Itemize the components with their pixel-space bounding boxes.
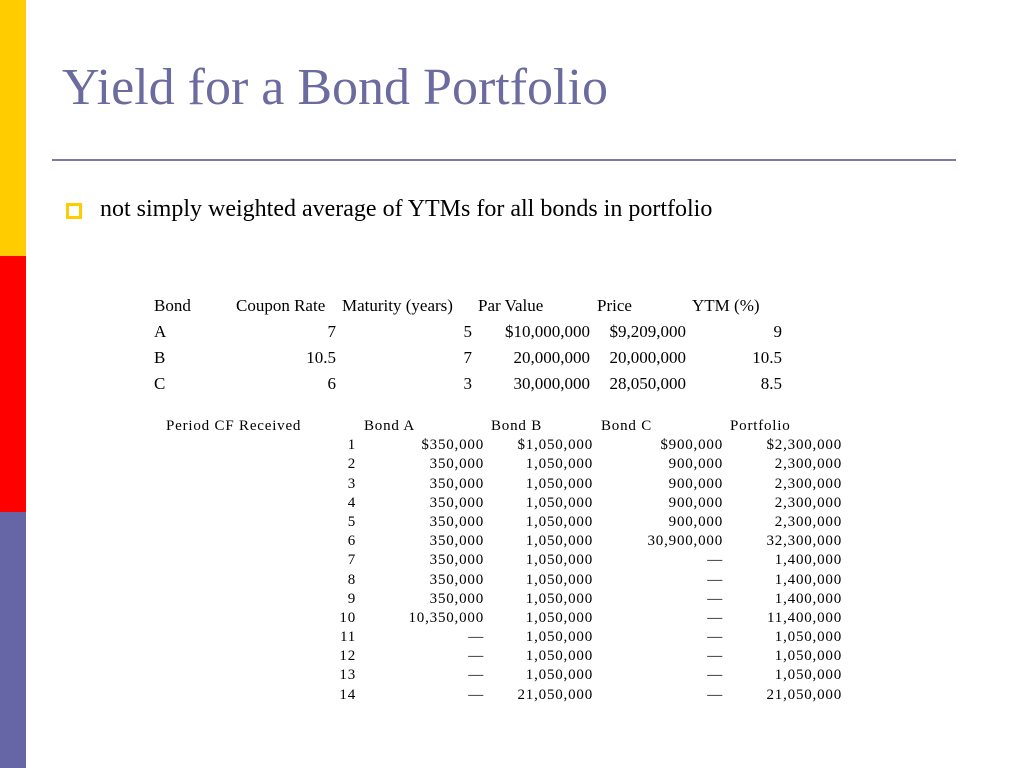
cashflow-table-row bbox=[166, 532, 846, 551]
cashflow-cell: 1,050,000 bbox=[525, 609, 593, 626]
cashflow-cell: 5 bbox=[347, 513, 356, 530]
cashflow-cell: 350,000 bbox=[429, 590, 484, 607]
cashflow-cell: — bbox=[468, 629, 484, 646]
side-stripe-red bbox=[0, 256, 26, 512]
cashflow-header-cell: Bond A bbox=[364, 418, 416, 434]
cashflow-table-header bbox=[166, 417, 846, 436]
bond-info-table bbox=[154, 293, 794, 397]
cashflow-cell: 8 bbox=[347, 571, 356, 588]
cashflow-cell: 3 bbox=[347, 475, 356, 492]
cashflow-cell: — bbox=[707, 552, 723, 569]
bond-table-header bbox=[154, 293, 794, 319]
cashflow-cell: 350,000 bbox=[429, 475, 484, 492]
cashflow-cell: 11,400,000 bbox=[767, 609, 842, 626]
bond-table-row bbox=[154, 345, 794, 371]
bond-header-cell: Bond bbox=[154, 296, 191, 315]
cashflow-cell: — bbox=[707, 648, 723, 665]
cashflow-table-row bbox=[166, 513, 846, 532]
cashflow-table-row bbox=[166, 494, 846, 513]
cashflow-cell: $900,000 bbox=[660, 437, 723, 454]
cashflow-table-row bbox=[166, 455, 846, 474]
bond-cell: A bbox=[154, 322, 167, 341]
side-stripe-blue bbox=[0, 512, 26, 768]
cashflow-cell: 350,000 bbox=[429, 513, 484, 530]
cashflow-header-cell: Bond C bbox=[601, 418, 653, 434]
cashflow-table-row bbox=[166, 551, 846, 570]
bond-table-row bbox=[154, 371, 794, 397]
cashflow-cell: 11 bbox=[339, 629, 356, 646]
cashflow-cell: 350,000 bbox=[429, 456, 484, 473]
cashflow-cell: 1,050,000 bbox=[525, 552, 593, 569]
cashflow-table-row bbox=[166, 628, 846, 647]
cashflow-cell: 1 bbox=[347, 437, 356, 454]
bond-header-cell: Coupon Rate bbox=[236, 296, 326, 315]
bond-cell: 20,000,000 bbox=[609, 348, 686, 367]
cashflow-cell: 1,050,000 bbox=[525, 590, 593, 607]
cashflow-cell: 21,050,000 bbox=[766, 686, 842, 703]
cashflow-cell: 21,050,000 bbox=[517, 686, 593, 703]
bond-cell: 3 bbox=[463, 374, 472, 393]
cashflow-cell: 350,000 bbox=[429, 494, 484, 511]
bond-cell: 28,050,000 bbox=[609, 374, 686, 393]
square-bullet-icon bbox=[66, 203, 82, 219]
cashflow-cell: 6 bbox=[347, 533, 356, 550]
bond-header-cell: Par Value bbox=[478, 296, 544, 315]
cashflow-cell: 7 bbox=[347, 552, 356, 569]
cashflow-table-row bbox=[166, 590, 846, 609]
cashflow-cell: $2,300,000 bbox=[766, 437, 842, 454]
cashflow-cell: — bbox=[707, 686, 723, 703]
cashflow-cell: 1,050,000 bbox=[525, 475, 593, 492]
cashflow-cell: 30,900,000 bbox=[647, 533, 723, 550]
cashflow-cell: 900,000 bbox=[668, 513, 723, 530]
cashflow-cell: 2,300,000 bbox=[774, 494, 842, 511]
bond-header-cell: YTM (%) bbox=[692, 296, 760, 315]
cashflow-table-row bbox=[166, 686, 846, 705]
cashflow-cell: 900,000 bbox=[668, 475, 723, 492]
cashflow-cell: 900,000 bbox=[668, 456, 723, 473]
cashflow-cell: — bbox=[707, 609, 723, 626]
cashflow-cell: 1,050,000 bbox=[525, 667, 593, 684]
cashflow-header-cell: Period CF Received bbox=[166, 418, 302, 434]
cashflow-cell: — bbox=[707, 667, 723, 684]
cashflow-cell: 1,050,000 bbox=[774, 648, 842, 665]
cashflow-cell: 1,050,000 bbox=[774, 667, 842, 684]
cashflow-cell: 350,000 bbox=[429, 571, 484, 588]
cashflow-cell: 1,050,000 bbox=[525, 571, 593, 588]
bond-cell: B bbox=[154, 348, 166, 367]
cashflow-cell: 2 bbox=[347, 456, 356, 473]
cashflow-cell: 350,000 bbox=[429, 533, 484, 550]
bond-cell: 30,000,000 bbox=[513, 374, 590, 393]
bond-header-cell: Maturity (years) bbox=[342, 296, 453, 315]
cashflow-cell: 2,300,000 bbox=[774, 456, 842, 473]
cashflow-cell: 1,400,000 bbox=[774, 590, 842, 607]
cashflow-cell: $1,050,000 bbox=[517, 437, 593, 454]
cashflow-cell: 1,400,000 bbox=[774, 552, 842, 569]
cashflow-cell: 10,350,000 bbox=[408, 609, 484, 626]
bond-cell: 7 bbox=[327, 322, 336, 341]
bond-cell: 10.5 bbox=[306, 348, 336, 367]
cashflow-cell: 14 bbox=[339, 686, 356, 703]
title-divider bbox=[52, 159, 956, 161]
bond-table-row bbox=[154, 319, 794, 345]
bond-cell: 9 bbox=[773, 322, 782, 341]
cashflow-cell: 1,050,000 bbox=[525, 648, 593, 665]
cashflow-cell: — bbox=[707, 590, 723, 607]
cashflow-table-row bbox=[166, 571, 846, 590]
cashflow-cell: 350,000 bbox=[429, 552, 484, 569]
cashflow-table bbox=[166, 417, 846, 705]
bond-cell: 6 bbox=[327, 374, 336, 393]
bond-cell: $10,000,000 bbox=[505, 322, 590, 341]
cashflow-cell: $350,000 bbox=[421, 437, 484, 454]
cashflow-table-row bbox=[166, 609, 846, 628]
cashflow-cell: 1,050,000 bbox=[525, 533, 593, 550]
bond-cell: 10.5 bbox=[752, 348, 782, 367]
cashflow-cell: 1,050,000 bbox=[525, 456, 593, 473]
cashflow-cell: 1,050,000 bbox=[525, 513, 593, 530]
bond-header-cell: Price bbox=[597, 296, 632, 315]
side-stripe-yellow bbox=[0, 0, 26, 256]
cashflow-cell: — bbox=[707, 571, 723, 588]
bond-cell: C bbox=[154, 374, 166, 393]
cashflow-cell: — bbox=[468, 667, 484, 684]
cashflow-cell: 12 bbox=[339, 648, 356, 665]
cashflow-table-row bbox=[166, 475, 846, 494]
cashflow-cell: 4 bbox=[347, 494, 356, 511]
cashflow-cell: — bbox=[468, 686, 484, 703]
cashflow-cell: 1,050,000 bbox=[774, 629, 842, 646]
cashflow-header-cell: Portfolio bbox=[730, 418, 791, 434]
bond-cell: 7 bbox=[463, 348, 472, 367]
bond-cell: 5 bbox=[463, 322, 472, 341]
cashflow-cell: 1,050,000 bbox=[525, 629, 593, 646]
cashflow-cell: 2,300,000 bbox=[774, 513, 842, 530]
cashflow-cell: 1,050,000 bbox=[525, 494, 593, 511]
cashflow-cell: 13 bbox=[339, 667, 356, 684]
cashflow-cell: 9 bbox=[347, 590, 356, 607]
cashflow-cell: 2,300,000 bbox=[774, 475, 842, 492]
cashflow-cell: 32,300,000 bbox=[766, 533, 842, 550]
cashflow-header-cell: Bond B bbox=[491, 418, 543, 434]
cashflow-cell: — bbox=[468, 648, 484, 665]
cashflow-cell: 1,400,000 bbox=[774, 571, 842, 588]
cashflow-cell: — bbox=[707, 629, 723, 646]
bond-cell: 8.5 bbox=[760, 374, 782, 393]
slide-title: Yield for a Bond Portfolio bbox=[62, 59, 608, 116]
cashflow-table-row bbox=[166, 647, 846, 666]
cashflow-table-row bbox=[166, 666, 846, 685]
bullet-text: not simply weighted average of YTMs for all bonds in portfolio bbox=[100, 196, 713, 222]
bond-cell: $9,209,000 bbox=[609, 322, 686, 341]
cashflow-cell: 10 bbox=[339, 609, 356, 626]
cashflow-cell: 900,000 bbox=[668, 494, 723, 511]
bond-cell: 20,000,000 bbox=[513, 348, 590, 367]
cashflow-table-row bbox=[166, 436, 846, 455]
